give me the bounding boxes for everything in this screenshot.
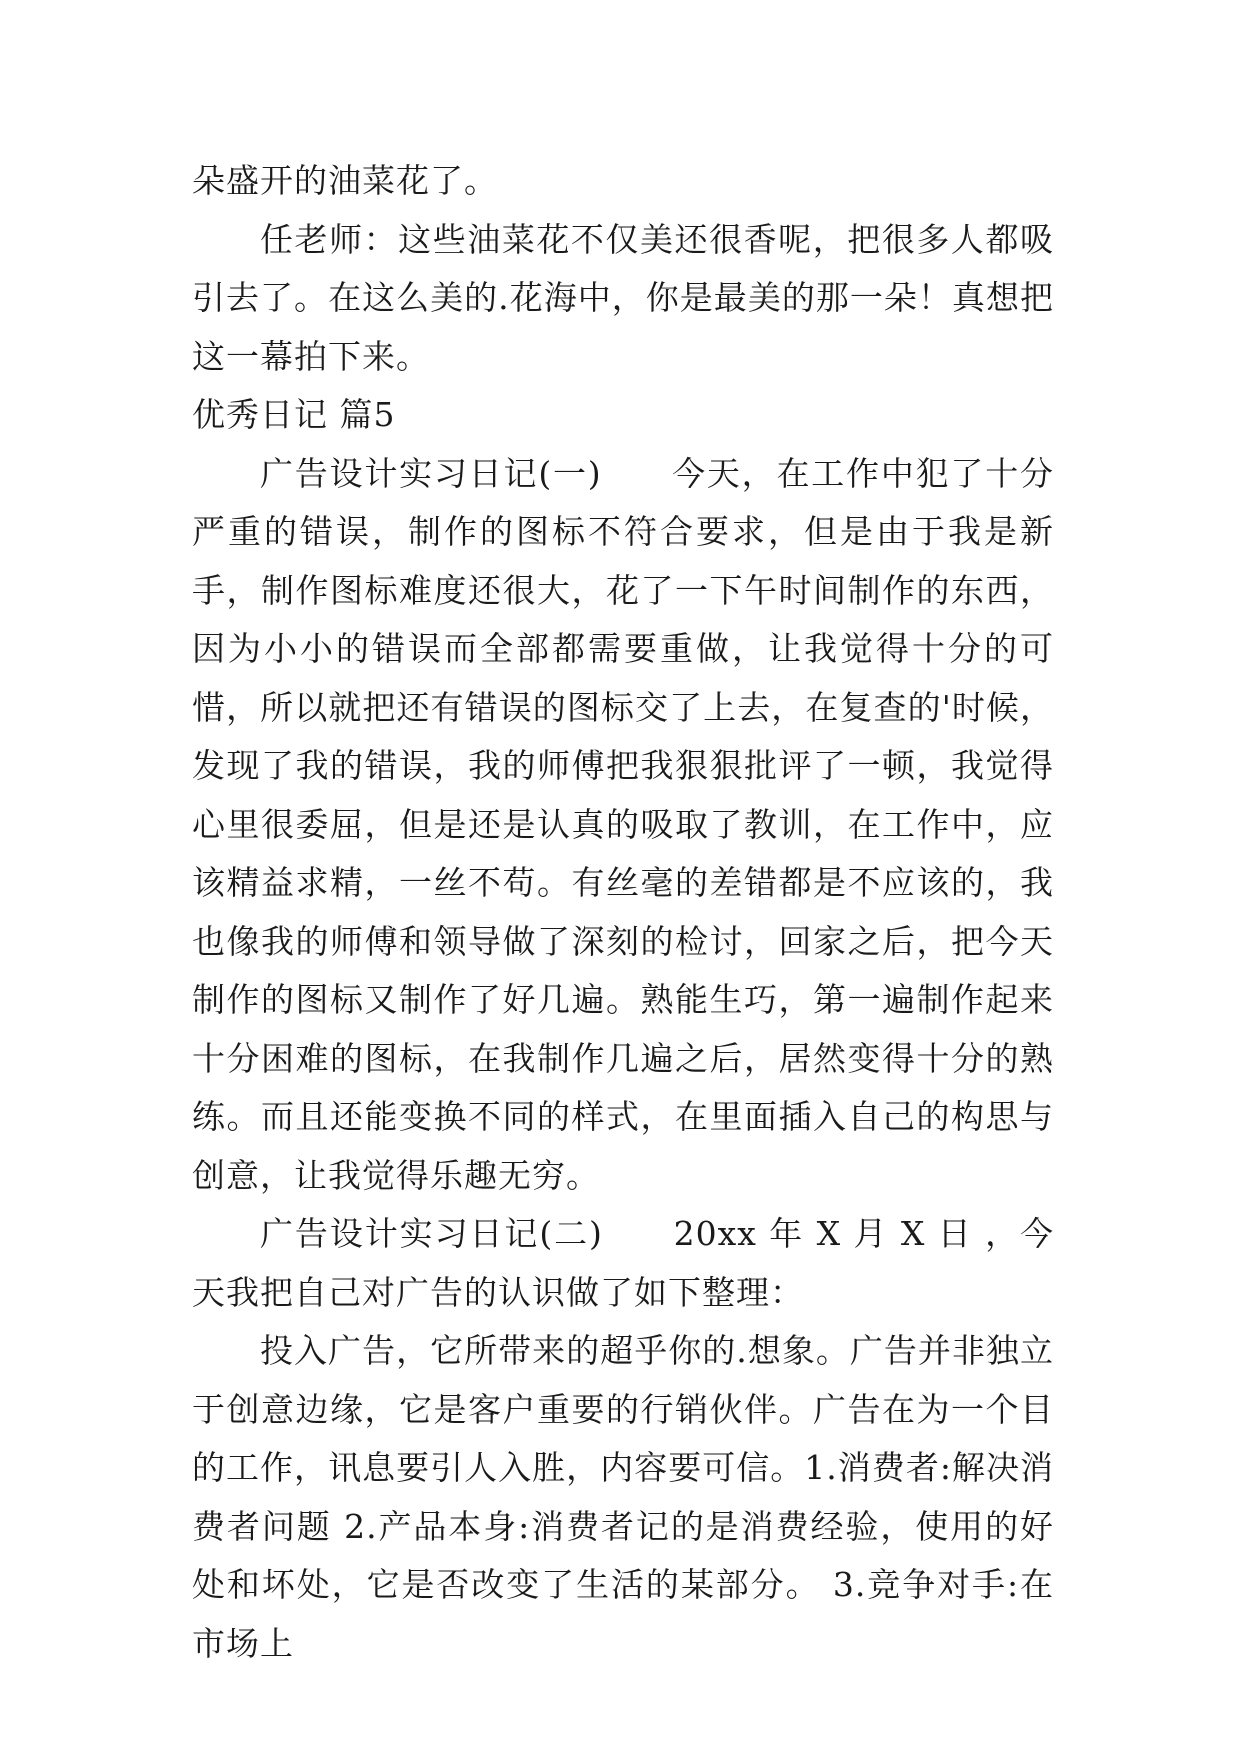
paragraph-diary-one: 广告设计实习日记(一) 今天，在工作中犯了十分严重的错误，制作的图标不符合要求，但是由于我是新手，制作图标难度还很大，花了一下午时间制作的东西，因为小小的错误而全部都需要重做，让我觉得十分的可惜，所以就把还有错误的图标交了上去，在复查的'时候，发现了我的错误，我的师傅把我狠狠批评了一顿，我觉得心里很委屈，但是还是认真的吸取了教训，在工作中，应该精益求精，一丝不苟。有丝毫的差错都是不应该的，我也像我的师傅和领导做了深刻的检讨，回家之后，把今天制作的图标又制作了好几遍。熟能生巧，第一遍制作起来十分困难的图标，在我制作几遍之后，居然变得十分的熟练。而且还能变换不同的样式，在里面插入自己的构思与创意，让我觉得乐趣无穷。	[192, 453, 1054, 1195]
paragraph-advertising-notes: 投入广告，它所带来的超乎你的.想象。广告并非独立于创意边缘，它是客户重要的行销伙伴。广告在为一个目的工作，讯息要引人入胜，内容要可信。1.消费者:解决消费者问题 2.产品本身:消费者记的是消费经验，使用的好处和坏处，它是否改变了生活的某部分。 3.竞争对手:在市场上	[192, 1331, 1054, 1663]
section-heading: 优秀日记 篇5	[192, 395, 396, 434]
paragraph-continuation: 朵盛开的油菜花了。	[192, 161, 498, 200]
document-page	[192, 152, 1054, 1673]
paragraph-teacher-quote: 任老师：这些油菜花不仅美还很香呢，把很多人都吸引去了。在这么美的.花海中，你是最美的那一朵！真想把这一幕拍下来。	[192, 219, 1054, 376]
paragraph-diary-two-intro: 广告设计实习日记(二) 20xx 年 X 月 X 日 ，今天我把自己对广告的认识做了如下整理：	[192, 1214, 1054, 1312]
